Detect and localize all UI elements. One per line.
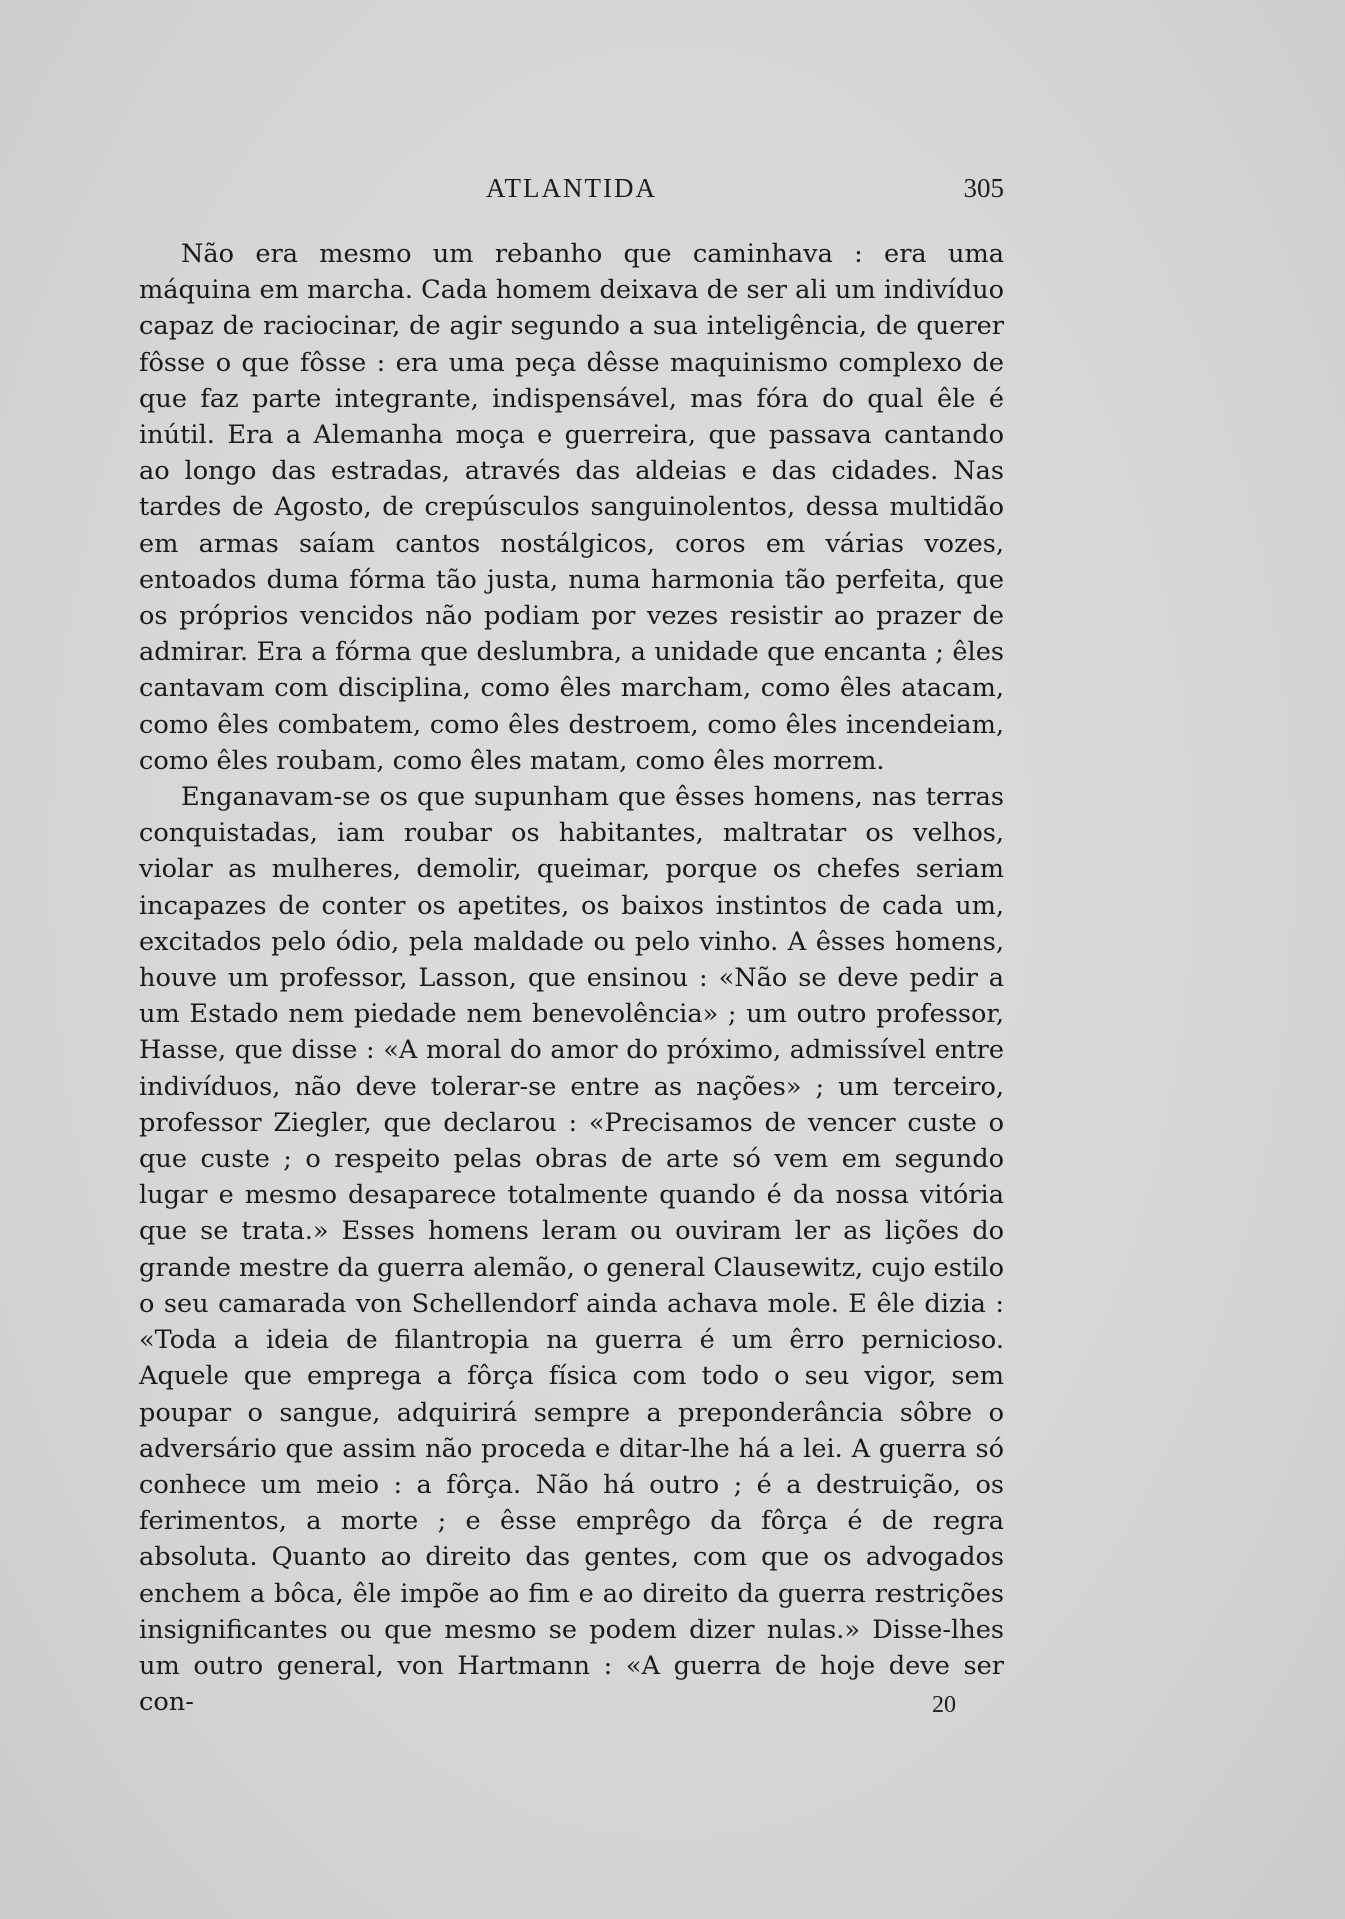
running-title: ATLANTIDA (486, 173, 657, 203)
body-text (139, 236, 1004, 1720)
paragraph: Enganavam-se os que supunham que êsses homens, nas terras conquistadas, iam roubar os habitantes, maltratar os velhos, violar as mulheres, demolir, queimar, porque os chefes seriam incapazes de conter os apetites, os baixos instintos de cada um, excitados pelo ódio, pela maldade ou pelo vinho. A êsses homens, houve um professor, Lasson, que ensinou : «Não se deve pedir a um Estado nem piedade nem benevolência» ; um outro professor, Hasse, que disse : «A moral do amor do próximo, admissível entre indivíduos, não deve tolerar-se entre as nações» ; um terceiro, professor Ziegler, que declarou : «Precisamos de vencer custe o que custe ; o respeito pelas obras de arte só vem em segundo lugar e mesmo desaparece totalmente quando é da nossa vitória que se trata.» Esses homens leram ou ouviram ler as lições do grande mestre da guerra alemão, o general Clausewitz, cujo estilo o seu camarada von Schellendorf ainda achava mole. E êle dizia : «Toda a ideia de filantropia na guerra é um êrro pernicioso. Aquele que emprega a fôrça física com todo o seu vigor, sem poupar o sangue, adquirirá sempre a preponderância sôbre o adversário que assim não proceda e ditar-lhe há a lei. A guerra só conhece um meio : a fôrça. Não há outro ; é a destruição, os ferimentos, a morte ; e êsse emprêgo da fôrça é de regra absoluta. Quanto ao direito das gentes, com que os advogados enchem a bôca, êle impõe ao fim e ao direito da guerra restrições insignificantes ou que mesmo se podem dizer nulas.» Disse-lhes um outro general, von Hartmann : «A guerra de hoje deve ser con- (139, 782, 1004, 1718)
paragraph: Não era mesmo um rebanho que caminhava : era uma máquina em marcha. Cada homem deixava de ser ali um indivíduo capaz de raciocinar, de agir segundo a sua inteligência, de querer fôsse o que fôsse : era uma peça dêsse maquinismo complexo de que faz parte integrante, indispensável, mas fóra do qual êle é inútil. Era a Alemanha moça e guerreira, que passava cantando ao longo das estradas, através das aldeias e das cidades. Nas tardes de Agosto, de crepúsculos sanguinolentos, dessa multidão em armas saíam cantos nostálgicos, coros em várias vozes, entoados duma fórma tão justa, numa harmonia tão perfeita, que os próprios vencidos não podiam por vezes resistir ao prazer de admirar. Era a fórma que deslumbra, a unidade que encanta ; êles cantavam com disciplina, como êles marcham, como êles atacam, como êles combatem, como êles destroem, como êles incendeiam, como êles roubam, como êles matam, como êles morrem. (139, 239, 1004, 776)
page-number: 305 (963, 173, 1004, 203)
signature-mark: 20 (932, 1692, 956, 1718)
running-header (139, 173, 1004, 213)
